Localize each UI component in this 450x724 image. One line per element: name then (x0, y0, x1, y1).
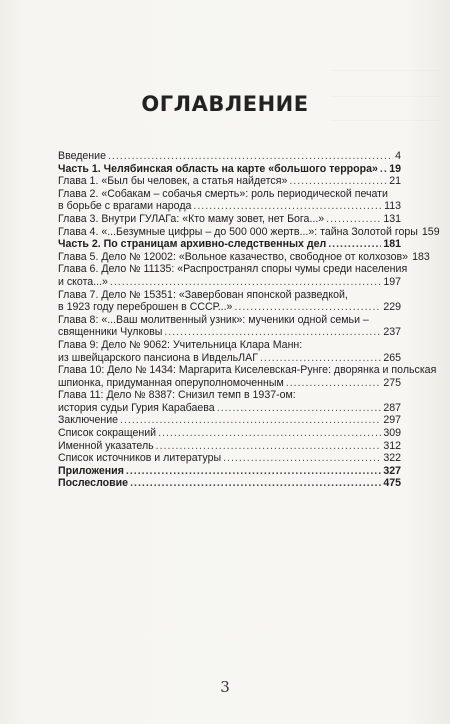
toc-entry (58, 389, 401, 414)
toc-entry-line (58, 314, 401, 327)
toc-entry (58, 364, 437, 389)
toc-entry-page: 275 (383, 376, 401, 389)
dot-leader (193, 200, 382, 213)
toc-entry-page: 312 (383, 439, 401, 452)
toc-entry-line (58, 238, 401, 251)
bleed-through-line (330, 120, 440, 121)
toc-entry-title: история судьи Гурия Карабаева (58, 401, 215, 414)
toc-entry (58, 225, 440, 239)
dot-leader (289, 175, 387, 188)
toc-entry-line (58, 427, 401, 440)
toc-entry-line (58, 402, 401, 415)
toc-entry-page: 21 (389, 175, 401, 188)
toc-entry-page: 287 (383, 401, 401, 414)
dot-leader (223, 452, 381, 465)
toc-entry-title: Глава 10: Дело № 1434: Маргарита Киселевская-Рунге: дворянка и польская (58, 364, 437, 377)
toc-entry (58, 427, 401, 440)
toc-entry-line (58, 188, 401, 201)
toc-entry (58, 263, 408, 288)
toc-entry-line (58, 364, 437, 377)
toc-entry-page: 265 (383, 351, 401, 364)
dot-leader (158, 427, 381, 440)
dot-leader (260, 352, 381, 365)
toc-entry-line (58, 150, 401, 163)
toc-entry-line (58, 250, 430, 264)
toc-entry-page: 322 (383, 452, 401, 465)
dot-leader (130, 477, 381, 490)
toc-entry-page: 183 (412, 250, 430, 263)
toc-entry-line (58, 452, 401, 465)
toc-entry-line (58, 477, 401, 490)
toc-entry-title: Список сокращений (58, 427, 157, 440)
table-of-contents (58, 150, 440, 490)
toc-entry-page: 4 (395, 150, 401, 162)
dot-leader (380, 163, 387, 176)
toc-entry-title: Глава 6. Дело № 11135: «Распространял споры чумы среди населения (58, 263, 408, 276)
toc-entry-title: Глава 2. «Собакам – собачья смерть»: роль периодической печати (58, 187, 388, 200)
toc-entry (58, 452, 401, 465)
toc-entry-title: Глава 8: «...Ваш молитвенный узник»: мученики одной семьи – (58, 313, 369, 326)
toc-entry-title: шпионка, придуманная оперуполномоченным (58, 376, 284, 389)
toc-entry-title: Список источников и литературы (58, 452, 222, 465)
dot-leader (120, 414, 381, 427)
toc-entry-title: Приложения (58, 464, 124, 477)
toc-entry-page: 327 (383, 464, 401, 477)
toc-entry-title: Глава 4. «...Безумные цифры – до 500 000 жертв...»: тайна Золотой горы (58, 225, 418, 238)
dot-leader (164, 326, 381, 339)
toc-entry-line (58, 200, 401, 213)
toc-entry-title: Заключение (58, 414, 119, 427)
toc-entry-title: Глава 11: Дело № 8387: Снизил темп в 1937-ом: (58, 389, 296, 402)
toc-entry-line (58, 339, 401, 352)
toc-entry (58, 213, 401, 226)
toc-entry-page: 229 (383, 301, 401, 314)
dot-leader (217, 402, 382, 415)
toc-entry (58, 339, 401, 364)
toc-entry (58, 465, 401, 478)
bleed-through-line (330, 70, 440, 71)
toc-entry-title: из швейцарского пансиона в ИвдельЛАГ (58, 351, 258, 364)
toc-entry (58, 414, 401, 427)
toc-entry-line (58, 289, 401, 302)
toc-entry-title: Послесловие (58, 477, 129, 490)
toc-entry-title: священники Чулковы (58, 326, 163, 339)
toc-entry-page: 475 (383, 477, 401, 490)
toc-entry-line (58, 276, 401, 289)
toc-entry-title: Глава 3. Внутри ГУЛАГа: «Кто маму зовет, нет Бога...» (58, 212, 325, 225)
toc-entry-line (58, 263, 408, 276)
toc-entry (58, 314, 401, 339)
toc-entry (58, 163, 401, 176)
toc-entry-title: Часть 2. По страницам архивно-следственных дел (58, 238, 327, 251)
dot-leader (234, 301, 381, 314)
toc-entry-line (58, 377, 401, 390)
toc-entry-line (58, 301, 401, 314)
toc-entry-title: Глава 9: Дело № 9062: Учительница Клара Манн: (58, 338, 303, 351)
dot-leader (126, 465, 381, 478)
toc-entry-page: 237 (383, 326, 401, 339)
dot-leader (286, 377, 382, 390)
toc-entry-title: Именной указатель (58, 439, 154, 452)
toc-entry-line (58, 163, 401, 176)
toc-entry-line (58, 465, 401, 478)
toc-entry-page: 309 (383, 427, 401, 440)
toc-entry-line (58, 175, 401, 188)
toc-entry-title: Часть 1. Челябинская область на карте «большого террора» (58, 162, 378, 175)
toc-entry-title: в борьбе с врагами народа (58, 200, 192, 213)
toc-entry (58, 150, 401, 163)
toc-entry-line (58, 326, 401, 339)
dot-leader (110, 276, 381, 289)
toc-entry-title: Глава 5. Дело № 12002: «Вольное казачество, свободное от колхозов» (58, 250, 409, 263)
toc-entry-title: в 1923 году переброшен в СССР...» (58, 301, 233, 314)
toc-entry (58, 238, 401, 251)
toc-entry (58, 289, 401, 314)
toc-entry (58, 188, 401, 213)
dot-leader (328, 238, 381, 251)
toc-entry (58, 440, 401, 453)
page-number: 3 (220, 678, 230, 696)
toc-entry-page: 297 (383, 414, 401, 427)
toc-entry-line (58, 440, 401, 453)
page-title: ОГЛАВЛЕНИЕ (141, 92, 309, 116)
toc-entry (58, 175, 401, 188)
toc-entry-line (58, 213, 401, 226)
toc-entry-line (58, 225, 440, 239)
toc-entry (58, 477, 401, 490)
toc-entry-title: и скота...» (58, 275, 108, 288)
toc-entry (58, 250, 430, 264)
toc-entry-page: 197 (383, 275, 401, 288)
toc-entry-page: 19 (389, 162, 401, 175)
toc-entry-page: 131 (383, 212, 401, 225)
dot-leader (108, 150, 393, 163)
toc-entry-page: 159 (421, 225, 440, 238)
dot-leader (156, 440, 382, 453)
toc-entry-page: 113 (384, 200, 401, 213)
toc-entry-line (58, 352, 401, 365)
toc-entry-line (58, 389, 401, 402)
toc-entry-line (58, 414, 401, 427)
toc-entry-title: Глава 7. Дело № 15351: «Завербован японской разведкой, (58, 288, 348, 301)
dot-leader (326, 213, 381, 226)
toc-entry-page: 181 (383, 238, 401, 251)
toc-entry-title: Введение (58, 150, 106, 162)
toc-entry-title: Глава 1. «Был бы человек, а статья найдется» (58, 175, 288, 188)
